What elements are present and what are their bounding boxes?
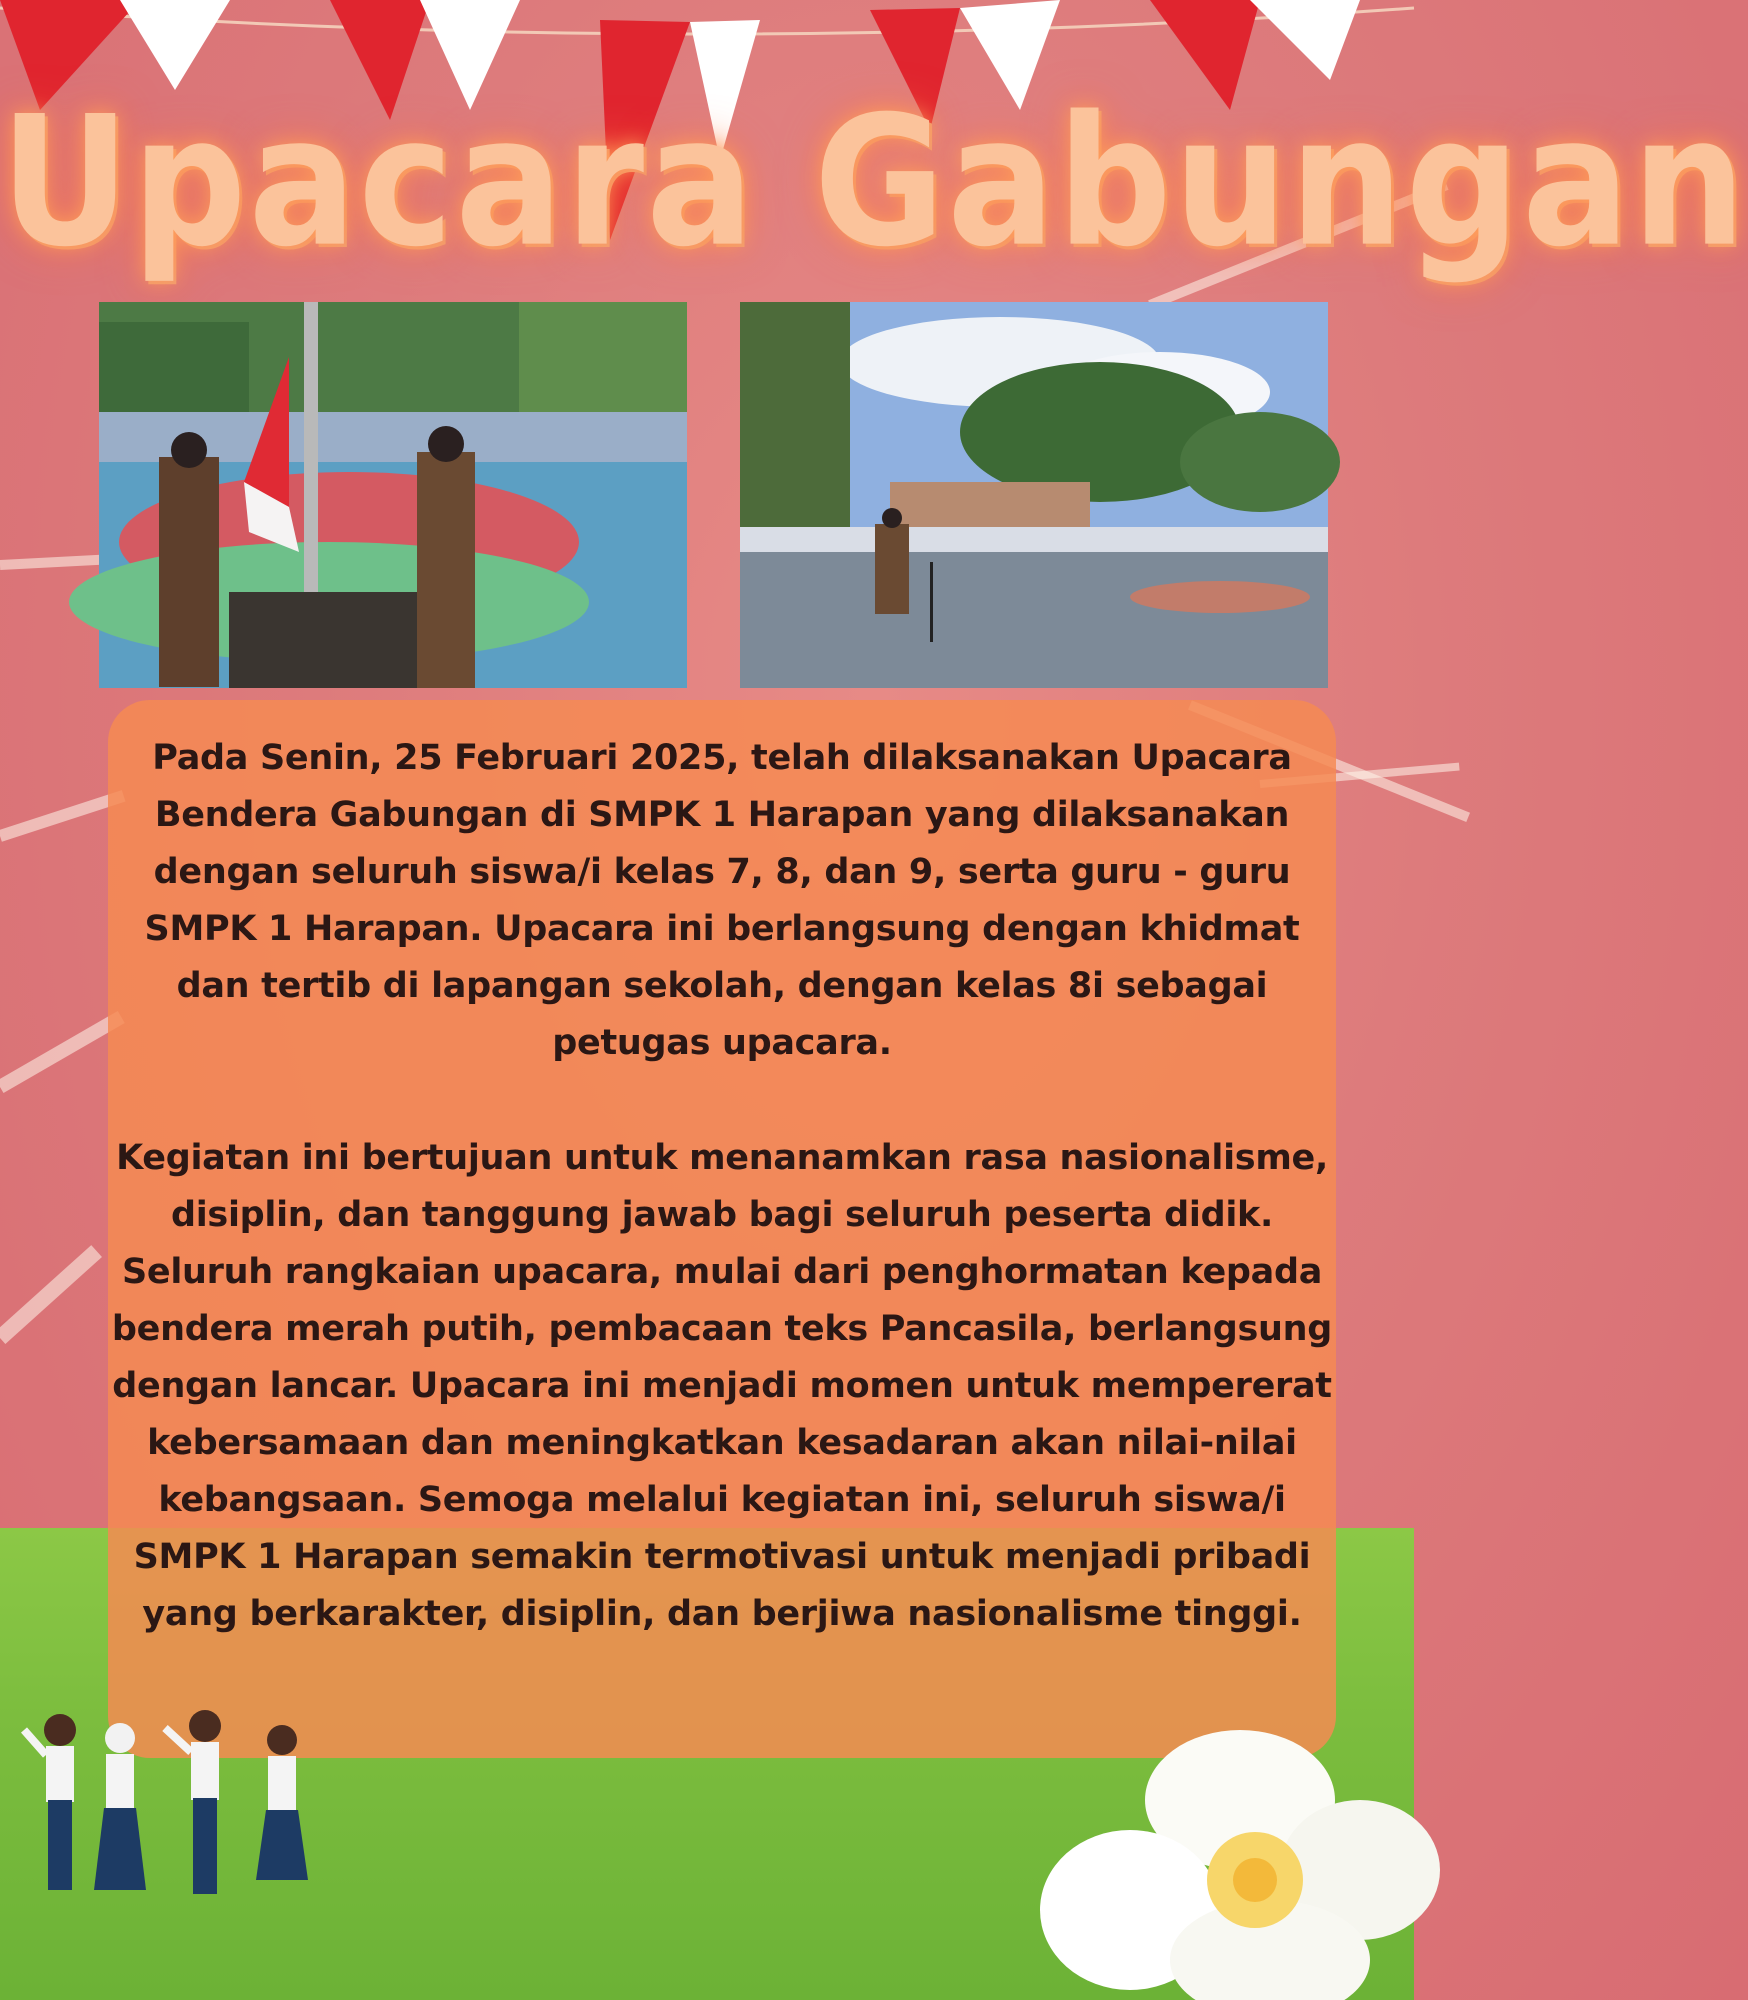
- paragraph-intro: Pada Senin, 25 Februari 2025, telah dilaksanakan Upacara Bendera Gabungan di SMPK 1 Harapan yang dilaksanakan dengan seluruh siswa/i kelas 7, 8, dan 9, serta guru - guru SMPK 1 Harapan. Upacara ini berlangsung dengan khidmat dan tertib di lapangan sekolah, dengan kelas 8i sebagai petugas upacara.: [144, 738, 1300, 1063]
- article-text-box: [108, 700, 1336, 1758]
- ceremony-field-photo: [740, 302, 1328, 688]
- sun-ray: [0, 1245, 102, 1344]
- paragraph-purpose: Kegiatan ini bertujuan untuk menanamkan rasa nasionalisme, disiplin, dan tanggung jawab bagi seluruh peserta didik. Seluruh rangkaian upacara, mulai dari penghormatan kepada bendera merah putih, pembacaan teks Pancasila, berlangsung dengan lancar. Upacara ini menjadi momen untuk mempererat kebersamaan dan meningkatkan kesadaran akan nilai-nilai kebangsaan. Semoga melalui kegiatan ini, seluruh siswa/i SMPK 1 Harapan semakin termotivasi untuk menjadi pribadi yang berkarakter, disiplin, dan berjiwa nasionalisme tinggi.: [111, 1138, 1333, 1634]
- frangipani-flower: [1040, 1720, 1414, 2000]
- sun-ray: [0, 790, 125, 842]
- sun-ray: [0, 1011, 125, 1093]
- flag-raising-photo: [99, 302, 687, 688]
- page-title: Upacara Gabungan: [0, 76, 1748, 287]
- saluting-students-illustration: [0, 1700, 340, 2000]
